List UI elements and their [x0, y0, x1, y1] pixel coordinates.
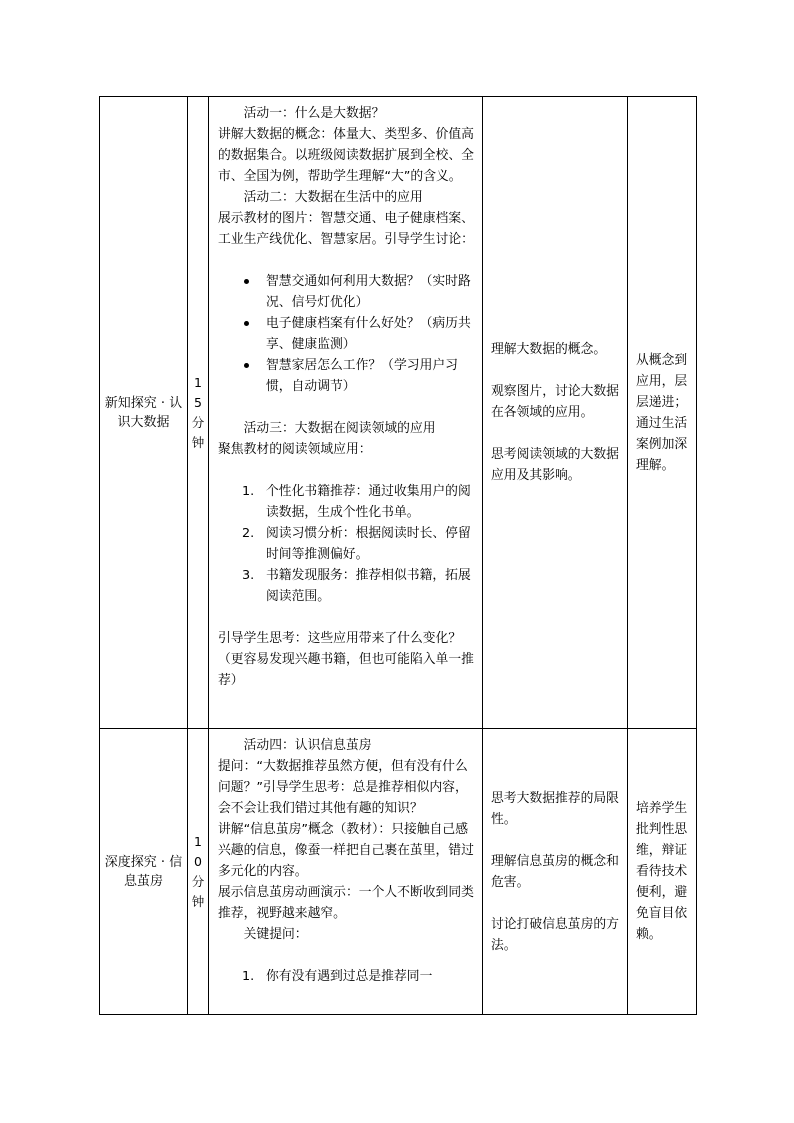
stage-cell: 新知探究 · 认识大数据 [100, 97, 188, 729]
list-item [242, 966, 478, 987]
teacher-activity-cell [209, 97, 483, 729]
activity-text: 提问：“大数据推荐虽然方便，但有没有什么问题？”引导学生思考：总是推荐相似内容，会不会让我们错过其他有趣的知识？ [218, 759, 468, 816]
activity-title: 活动四：认识信息茧房 [243, 738, 372, 753]
activity-title: 活动三：大数据在阅读领域的应用 [243, 421, 436, 436]
design-intent-cell: 从概念到应用，层层递进；通过生活案例加深理解。 [628, 97, 697, 729]
list-item-text: 电子健康档案有什么好处？（病历共享、健康监测） [266, 316, 471, 352]
list-item [266, 271, 478, 313]
student-text: 理解大数据的概念。 [491, 342, 607, 357]
time-char: 1 [194, 374, 202, 390]
list-item [242, 565, 478, 607]
time-char: 钟 [191, 434, 205, 450]
list-item [266, 313, 478, 355]
time-char: 钟 [191, 893, 205, 909]
list-number: 1. [242, 484, 255, 499]
lesson-plan-table [99, 96, 697, 1015]
list-item-text: 个性化书籍推荐：通过收集用户的阅读数据，生成个性化书单。 [266, 484, 471, 520]
list-number: 1. [242, 969, 255, 984]
student-activity-cell [483, 729, 628, 1015]
student-text: 讨论打破信息茧房的方法。 [491, 916, 619, 953]
activity-text: 讲解大数据的概念：体量大、类型多、价值高的数据集合。以班级阅读数据扩展到全校、全市、全国为例，帮助学生理解“大”的含义。 [218, 127, 474, 184]
time-char: 分 [191, 414, 205, 430]
numbered-list [218, 966, 478, 993]
activity-text: 引导学生思考：这些应用带来了什么变化？（更容易发现兴趣书籍，但也可能陷入单一推荐） [218, 631, 474, 688]
list-number: 3. [242, 568, 255, 583]
student-activity-cell [483, 97, 628, 729]
list-item [242, 481, 478, 523]
key-question-label: 关键提问： [243, 927, 308, 942]
list-item-text: 智慧交通如何利用大数据？（实时路况、信号灯优化） [266, 274, 471, 310]
table-row [100, 97, 697, 729]
student-text: 理解信息茧房的概念和危害。 [491, 853, 619, 890]
student-text: 观察图片，讨论大数据在各领域的应用。 [491, 384, 619, 420]
list-item [266, 355, 478, 397]
list-item-text: 智慧家居怎么工作？（学习用户习惯，自动调节） [266, 358, 458, 394]
bullet-icon [244, 321, 249, 326]
list-item-text: 你有没有遇到过总是推荐同一 [266, 969, 433, 984]
list-item-text: 书籍发现服务：推荐相似书籍，拓展阅读范围。 [266, 568, 471, 604]
time-char: 1 [194, 833, 202, 849]
time-cell [188, 729, 209, 1015]
table-row [100, 729, 697, 1015]
time-cell [188, 97, 209, 729]
activity-title: 活动二：大数据在生活中的应用 [243, 190, 423, 205]
time-char: 5 [194, 394, 202, 410]
time-char: 分 [191, 873, 205, 889]
activity-text: 讲解“信息茧房”概念（教材）：只接触自己感兴趣的信息，像蚕一样把自己裹在茧里，错过多元化的内容。 [218, 822, 474, 879]
stage-cell: 深度探究 · 信息茧房 [100, 729, 188, 1015]
bullet-icon [244, 363, 249, 368]
list-item-text: 阅读习惯分析：根据阅读时长、停留时间等推测偏好。 [266, 526, 471, 562]
activity-text: 聚焦教材的阅读领域应用： [218, 442, 372, 457]
list-number: 2. [242, 526, 255, 541]
activity-text: 展示教材的图片：智慧交通、电子健康档案、工业生产线优化、智慧家居。引导学生讨论： [218, 211, 474, 247]
list-item [242, 523, 478, 565]
teacher-activity-cell [209, 729, 483, 1015]
time-char: 0 [194, 853, 202, 869]
numbered-list [218, 481, 478, 607]
design-intent-cell: 培养学生批判性思维，辩证看待技术便利，避免盲目依赖。 [628, 729, 697, 1015]
student-text: 思考阅读领域的大数据应用及其影响。 [491, 447, 619, 483]
activity-text: 展示信息茧房动画演示：一个人不断收到同类推荐，视野越来越窄。 [218, 885, 474, 921]
bullet-list [218, 271, 478, 397]
activity-title: 活动一：什么是大数据？ [243, 106, 385, 121]
student-text: 思考大数据推荐的局限性。 [491, 790, 619, 827]
bullet-icon [244, 279, 249, 284]
